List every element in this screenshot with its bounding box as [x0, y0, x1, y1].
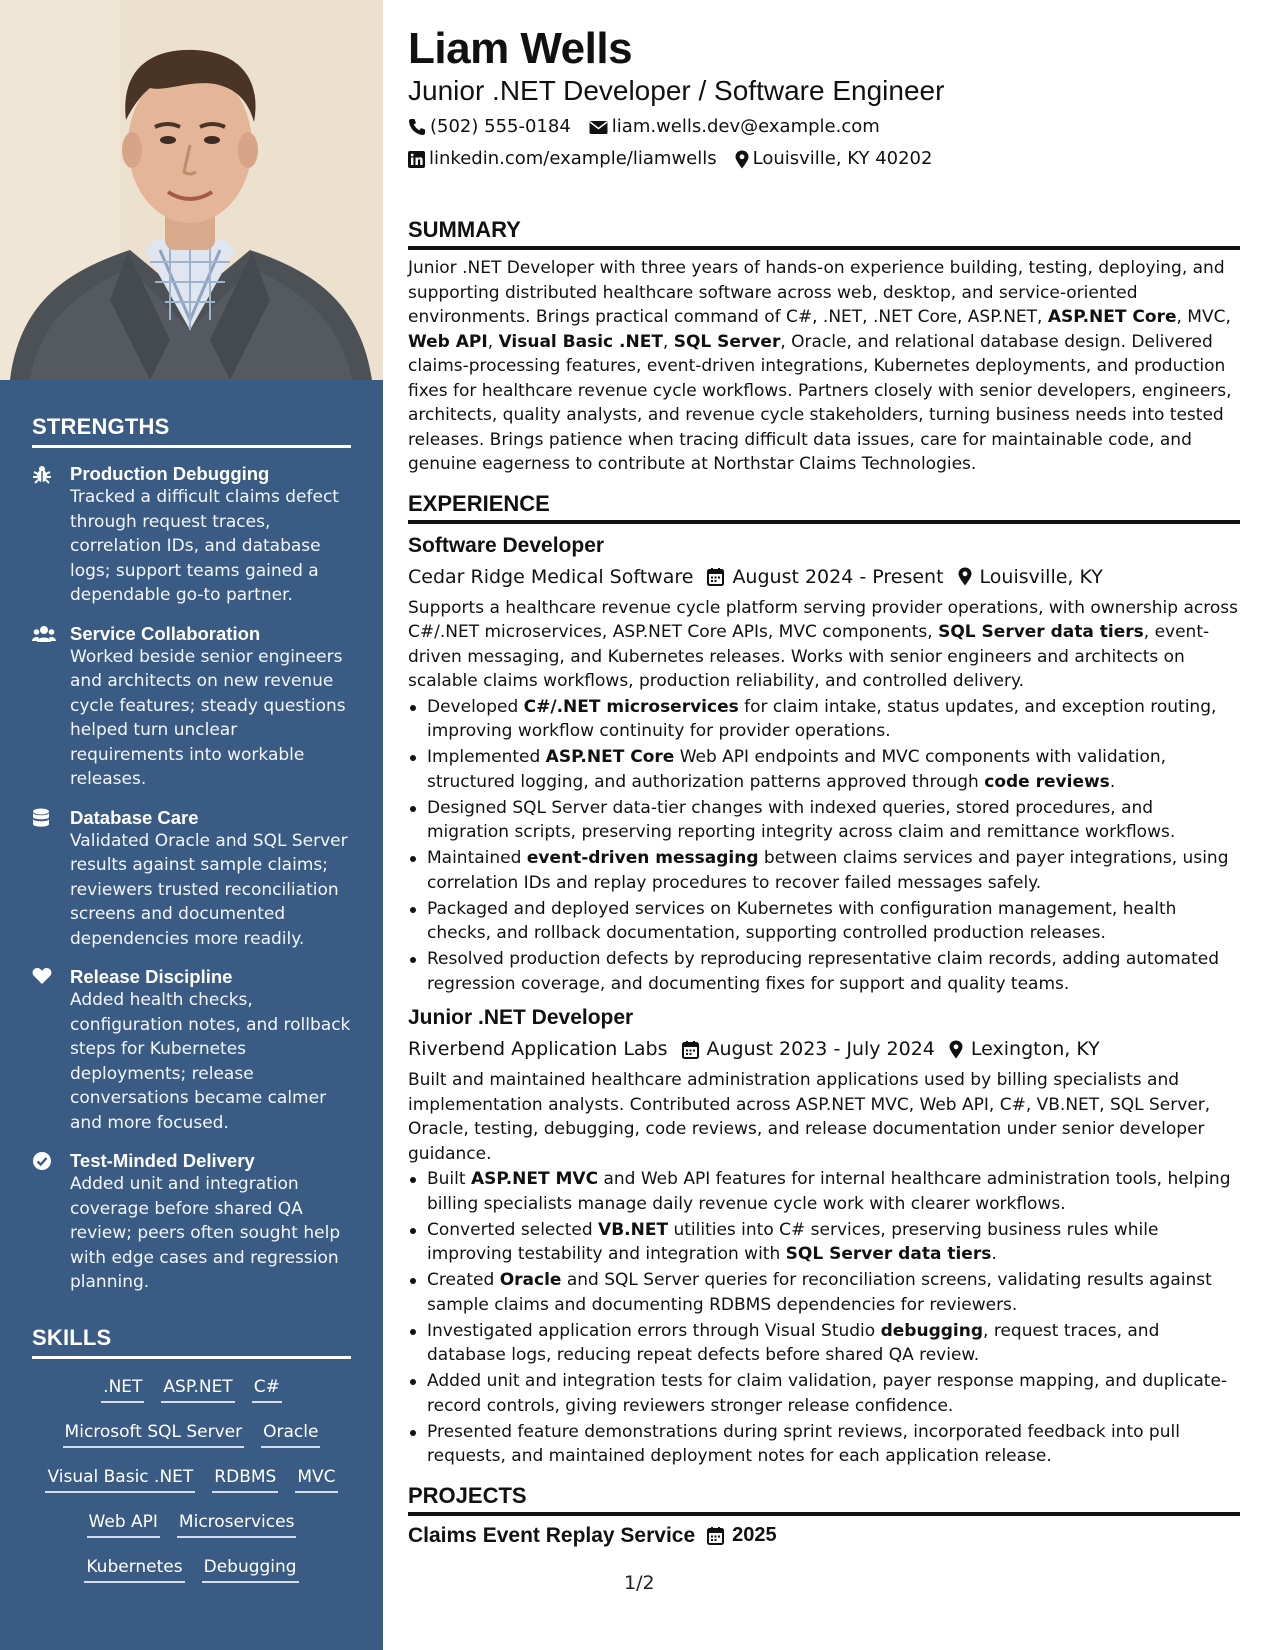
- job-meta: [408, 563, 1240, 591]
- heart-icon: [32, 965, 70, 1135]
- skill-tag: RDBMS: [212, 1467, 278, 1493]
- strength-title: Service Collaboration: [70, 622, 261, 644]
- strength-item: [32, 1149, 351, 1295]
- job-meta: [408, 1035, 1240, 1063]
- list-item: Resolved production defects by reproducing representative claim records, adding automated regression coverage, and documenting fixes for support and quality teams.: [408, 947, 1240, 996]
- map-pin-icon: [949, 1040, 963, 1059]
- skill-tag: Kubernetes: [84, 1557, 184, 1583]
- users-icon: [32, 622, 70, 792]
- strength-desc: Worked beside senior engineers and architects on new revenue cycle features; steady questions helped turn unclear requirements into workable releases.: [70, 646, 346, 789]
- skill-tag: Debugging: [202, 1557, 299, 1583]
- portrait-illustration: [0, 0, 383, 380]
- calendar-icon: [707, 1526, 724, 1545]
- strengths-section: [0, 414, 383, 1295]
- skill-tag: C#: [252, 1377, 282, 1403]
- skill-tag: Microsoft SQL Server: [63, 1422, 245, 1448]
- strength-title: Release Discipline: [70, 966, 233, 987]
- email-text: liam.wells.dev@example.com: [611, 116, 880, 137]
- job-bullets: [408, 695, 1240, 997]
- strength-desc: Added health checks, configuration notes, and rollback steps for Kubernetes deployments; release conversations became calmer and more focused.: [70, 990, 351, 1133]
- strengths-heading: STRENGTHS: [32, 414, 351, 448]
- skill-tag: .NET: [101, 1377, 144, 1403]
- project-year: 2025: [732, 1524, 777, 1546]
- bug-icon: [32, 462, 70, 608]
- summary-heading: SUMMARY: [408, 217, 1240, 250]
- list-item: Added unit and integration tests for claim validation, payer response mapping, and duplicate-record controls, giving reviewers stronger release confidence.: [408, 1369, 1240, 1418]
- skill-row: [32, 1547, 351, 1592]
- check-circle-icon: [32, 1149, 70, 1295]
- skill-row: [32, 1367, 351, 1412]
- list-item: Built ASP.NET MVC and Web API features for internal healthcare administration tools, helping billing specialists manage daily revenue cycle work with clearer workflows.: [408, 1167, 1240, 1216]
- strength-title: Database Care: [70, 806, 199, 828]
- list-item: Maintained event-driven messaging between claims services and payer integrations, using correlation IDs and replay procedures to recover failed messages safely.: [408, 846, 1240, 895]
- job-dates: August 2024 - Present: [732, 565, 944, 588]
- list-item: Investigated application errors through Visual Studio debugging, request traces, and database logs, reducing repeat defects before shared QA review.: [408, 1319, 1240, 1368]
- page-number: 1/2: [624, 1572, 655, 1594]
- job-location: Lexington, KY: [970, 1038, 1100, 1060]
- list-item: Presented feature demonstrations during sprint reviews, incorporated feedback into pull requests, and maintained deployment notes for each application release.: [408, 1420, 1240, 1469]
- skill-tag: Web API: [87, 1512, 160, 1538]
- map-pin-icon: [958, 567, 972, 586]
- sidebar: [0, 0, 383, 1650]
- strength-title: Production Debugging: [70, 463, 270, 484]
- strength-desc: Added unit and integration coverage before shared QA review; peers often sought help with edge cases and regression planning.: [70, 1174, 341, 1292]
- strength-desc: Validated Oracle and SQL Server results against sample claims; reviewers trusted reconciliation screens and documented dependencies more readily.: [70, 830, 348, 949]
- database-icon: [32, 806, 70, 952]
- project-name: Claims Event Replay Service: [408, 1523, 696, 1547]
- job-entry: [408, 532, 1240, 997]
- job-title: Software Developer: [408, 533, 605, 557]
- phone-contact[interactable]: [408, 114, 571, 140]
- linkedin-contact[interactable]: [408, 146, 717, 172]
- phone-text: (502) 555-0184: [430, 116, 571, 137]
- linkedin-icon: [408, 151, 425, 168]
- skill-row: [32, 1412, 351, 1457]
- project-entry: [408, 1522, 1240, 1550]
- contact-row: [408, 114, 1240, 140]
- contact-row: [408, 146, 1240, 172]
- location-text: Louisville, KY 40202: [752, 148, 933, 169]
- job-dates: August 2023 - July 2024: [706, 1038, 935, 1060]
- skill-tag: Microservices: [177, 1512, 297, 1538]
- strength-item: [32, 622, 351, 792]
- email-contact[interactable]: [589, 114, 880, 140]
- linkedin-text: linkedin.com/example/liamwells: [429, 148, 717, 169]
- experience-heading: EXPERIENCE: [408, 491, 1240, 524]
- strength-item: [32, 806, 351, 952]
- job-location: Louisville, KY: [979, 565, 1103, 588]
- candidate-name: Liam Wells: [408, 24, 633, 73]
- company-name: Cedar Ridge Medical Software: [408, 565, 694, 588]
- skill-tag: Visual Basic .NET: [45, 1467, 195, 1493]
- job-bullets: [408, 1167, 1240, 1469]
- summary-text: Junior .NET Developer with three years of hands-on experience building, testing, deploying, and supporting distributed healthcare software across web, desktop, and service-oriented environments. Brings practical command of C#, .NET, .NET Core, ASP.NET, ASP.NET Core, MVC, Web API, Visual Basic .NET, SQL Server, Oracle, and relational database design. Delivered claims-processing features, event-driven integrations, Kubernetes deployments, and production fixes for healthcare revenue cycle workflows. Partners closely with senior developers, engineers, architects, quality analysts, and revenue cycle stakeholders, turning business needs into tested releases. Brings patience when tracing difficult data issues, care for maintainable code, and genuine eagerness to contribute at Northstar Claims Technologies.: [408, 258, 1232, 474]
- list-item: Developed C#/.NET microservices for claim intake, status updates, and exception routing, improving workflow continuity for provider operations.: [408, 695, 1240, 744]
- job-entry: [408, 1004, 1240, 1469]
- skill-tag: ASP.NET: [161, 1377, 234, 1403]
- strength-desc: Tracked a difficult claims defect through request traces, correlation IDs, and database logs; support teams gained a dependable go-to partner.: [70, 487, 339, 605]
- calendar-icon: [682, 1040, 699, 1059]
- list-item: Created Oracle and SQL Server queries for reconciliation screens, validating results against sample claims and documenting RDBMS dependencies for reviewers.: [408, 1268, 1240, 1317]
- phone-icon: [408, 118, 426, 136]
- projects-heading: PROJECTS: [408, 1483, 1240, 1516]
- list-item: Implemented ASP.NET Core Web API endpoints and MVC components with validation, structured logging, and authorization patterns approved through code reviews.: [408, 745, 1240, 794]
- skill-tag: Oracle: [261, 1422, 320, 1448]
- skills-section: [0, 1325, 383, 1592]
- list-item: Designed SQL Server data-tier changes with indexed queries, stored procedures, and migration scripts, preserving reporting integrity across claim and remittance workflows.: [408, 796, 1240, 845]
- list-item: Converted selected VB.NET utilities into C# services, preserving business rules while improving testability and integration with SQL Server data tiers.: [408, 1218, 1240, 1267]
- job-description: Supports a healthcare revenue cycle platform serving provider operations, with ownership across C#/.NET microservices, ASP.NET Core APIs, MVC components, SQL Server data tiers, event-driven messaging, and Kubernetes releases. Works with senior engineers and architects on scalable claims workflows, production reliability, and controlled delivery.: [408, 597, 1238, 691]
- job-description: Built and maintained healthcare administration applications used by billing specialists and implementation analysts. Contributed across ASP.NET MVC, Web API, C#, VB.NET, SQL Server, Oracle, testing, debugging, code reviews, and release documentation under senior developer guidance.: [408, 1070, 1211, 1164]
- skills-list: [32, 1367, 351, 1592]
- envelope-icon: [589, 120, 608, 135]
- skill-tag: MVC: [295, 1467, 337, 1493]
- skill-row: [32, 1457, 351, 1502]
- skill-row: [32, 1502, 351, 1547]
- company-name: Riverbend Application Labs: [408, 1038, 668, 1060]
- strength-title: Test-Minded Delivery: [70, 1150, 255, 1171]
- main-content: [408, 0, 1240, 1550]
- skills-heading: SKILLS: [32, 1325, 351, 1359]
- calendar-icon: [707, 567, 724, 586]
- list-item: Packaged and deployed services on Kubernetes with configuration management, health checks, and rollback documentation, supporting controlled production releases.: [408, 897, 1240, 946]
- job-title-headline: Junior .NET Developer / Software Engineer: [408, 75, 945, 106]
- profile-photo: [0, 0, 383, 380]
- strength-item: [32, 462, 351, 608]
- job-title: Junior .NET Developer: [408, 1006, 634, 1029]
- location-contact: [735, 146, 933, 172]
- map-pin-icon: [735, 150, 749, 169]
- strength-item: [32, 965, 351, 1135]
